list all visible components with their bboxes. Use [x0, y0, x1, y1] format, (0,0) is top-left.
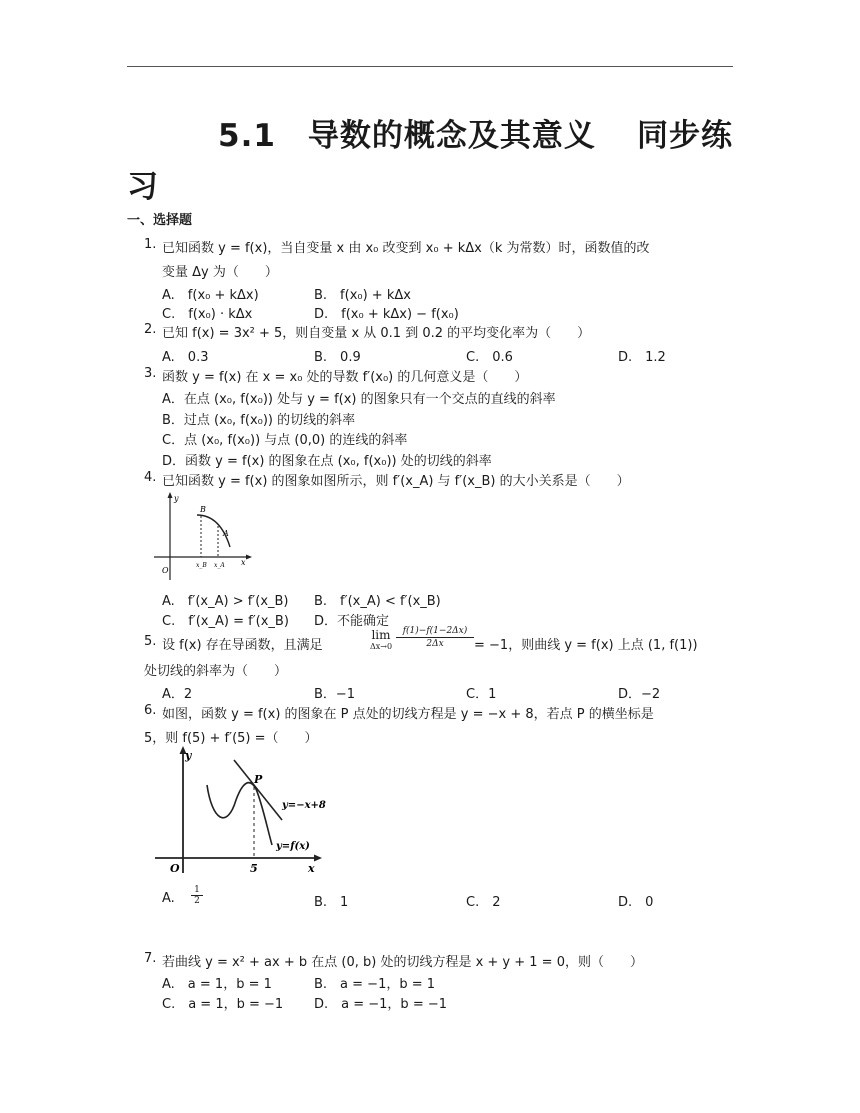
q6-option-a-denominator: 2 — [194, 896, 200, 906]
q2-option-c: C. 0.6 — [466, 350, 513, 365]
q5-stem-line2: 处切线的斜率为（ ） — [144, 664, 288, 679]
page-title-wrap: 习 — [127, 169, 159, 205]
q6-graph-origin: O — [170, 862, 180, 875]
q6-graph-point-p: P — [254, 773, 263, 786]
q4-graph-xa: x_A — [214, 562, 225, 569]
q1-stem-line2: 变量 Δy 为（ ） — [162, 265, 278, 280]
q4-stem: 已知函数 y = f(x) 的图象如图所示，则 f′(x_A) 与 f′(x_B) 的大小关系是（ ） — [162, 474, 630, 489]
q1-option-a: A. f(x₀ + kΔx) — [162, 288, 259, 303]
q6-number: 6. — [144, 703, 157, 718]
q3-stem: 函数 y = f(x) 在 x = x₀ 处的导数 f′(x₀) 的几何意义是（ ） — [162, 370, 528, 385]
q5-limit-sub: Δx→0 — [369, 642, 393, 651]
q6-option-a-fraction — [191, 885, 203, 906]
q2-option-b: B. 0.9 — [314, 350, 361, 365]
q7-number: 7. — [144, 951, 157, 966]
q5-fraction-denominator: 2Δx — [426, 639, 444, 649]
q3-option-a: A．在点 (x₀, f(x₀)) 处与 y = f(x) 的图象只有一个交点的直线的斜率 — [162, 392, 556, 407]
q7-option-d: D. a = −1，b = −1 — [314, 997, 448, 1012]
section-heading: 一、选择题 — [127, 213, 193, 228]
q5-option-b: B．−1 — [314, 687, 356, 702]
q5-fraction — [396, 626, 474, 649]
q5-number: 5. — [144, 634, 157, 649]
q6-option-a-numerator: 1 — [191, 885, 203, 896]
q6-graph-curve-label: y=f(x) — [276, 841, 310, 852]
q5-stem-part2: = −1，则曲线 y = f(x) 上点 (1, f(1)) — [474, 638, 698, 653]
q1-option-c: C. f(x₀) · kΔx — [162, 307, 253, 322]
q7-stem: 若曲线 y = x² + ax + b 在点 (0, b) 处的切线方程是 x + y + 1 = 0，则（ ） — [162, 955, 643, 970]
q4-option-d: D．不能确定 — [314, 614, 390, 629]
q6-option-c: C. 2 — [466, 895, 501, 910]
q5-option-d: D．−2 — [618, 687, 661, 702]
q4-option-b: B. f′(x_A) < f′(x_B) — [314, 594, 441, 609]
q1-number: 1. — [144, 237, 157, 252]
q6-option-a: A. — [162, 891, 175, 906]
q1-stem-line1: 已知函数 y = f(x)，当自变量 x 由 x₀ 改变到 x₀ + kΔx（k 为常数）时，函数值的改 — [162, 241, 650, 256]
q6-graph-tick-5: 5 — [250, 862, 258, 875]
q4-option-a: A. f′(x_A) > f′(x_B) — [162, 594, 289, 609]
q4-graph-point-b: B — [200, 505, 206, 514]
q6-option-b: B. 1 — [314, 895, 349, 910]
q5-fraction-numerator: f(1)−f(1−2Δx) — [396, 626, 474, 638]
q2-option-a: A. 0.3 — [162, 350, 209, 365]
q7-option-b: B. a = −1，b = 1 — [314, 977, 436, 992]
q2-number: 2. — [144, 322, 157, 337]
q4-graph-y-label: y — [174, 494, 179, 503]
q6-stem-line2: 5，则 f(5) + f′(5) =（ ） — [144, 731, 318, 746]
q6-stem-line1: 如图，函数 y = f(x) 的图象在 P 点处的切线方程是 y = −x + 8，若点 P 的横坐标是 — [162, 707, 654, 722]
q6-option-d: D. 0 — [618, 895, 654, 910]
q3-option-c: C．点 (x₀, f(x₀)) 与点 (0,0) 的连线的斜率 — [162, 433, 408, 448]
page-title-cont: 同步练 — [637, 118, 733, 154]
q5-option-c: C．1 — [466, 687, 497, 702]
q5-stem-part1: 设 f(x) 存在导函数，且满足 — [162, 638, 323, 653]
q3-option-d: D．函数 y = f(x) 的图象在点 (x₀, f(x₀)) 处的切线的斜率 — [162, 454, 492, 469]
q6-graph-x-label: x — [308, 862, 315, 875]
q4-graph-x-label: x — [241, 558, 246, 567]
q4-graph-point-a: A — [223, 529, 229, 538]
header-rule — [127, 66, 733, 67]
q5-option-a: A．2 — [162, 687, 193, 702]
q4-graph-xb: x_B — [196, 562, 207, 569]
q2-option-d: D. 1.2 — [618, 350, 666, 365]
q7-option-a: A. a = 1，b = 1 — [162, 977, 272, 992]
q7-option-c: C. a = 1，b = −1 — [162, 997, 284, 1012]
q1-option-b: B. f(x₀) + kΔx — [314, 288, 411, 303]
q4-graph-origin: O — [162, 566, 169, 575]
q6-graph-y-label: y — [185, 749, 192, 762]
q6-graph-tangent-label: y=−x+8 — [282, 800, 326, 811]
q4-graph — [150, 490, 255, 585]
q1-option-d: D. f(x₀ + kΔx) − f(x₀) — [314, 307, 459, 322]
page-title: 5.1 导数的概念及其意义 — [218, 118, 596, 154]
q3-option-b: B．过点 (x₀, f(x₀)) 的切线的斜率 — [162, 413, 356, 428]
q4-option-c: C. f′(x_A) = f′(x_B) — [162, 614, 289, 629]
q5-limit-label: lim — [371, 628, 391, 642]
q3-number: 3. — [144, 366, 157, 381]
q5-limit — [367, 628, 395, 651]
q2-stem: 已知 f(x) = 3x² + 5，则自变量 x 从 0.1 到 0.2 的平均变化率为（ ） — [162, 326, 591, 341]
q6-graph — [150, 745, 350, 880]
q4-number: 4. — [144, 470, 157, 485]
